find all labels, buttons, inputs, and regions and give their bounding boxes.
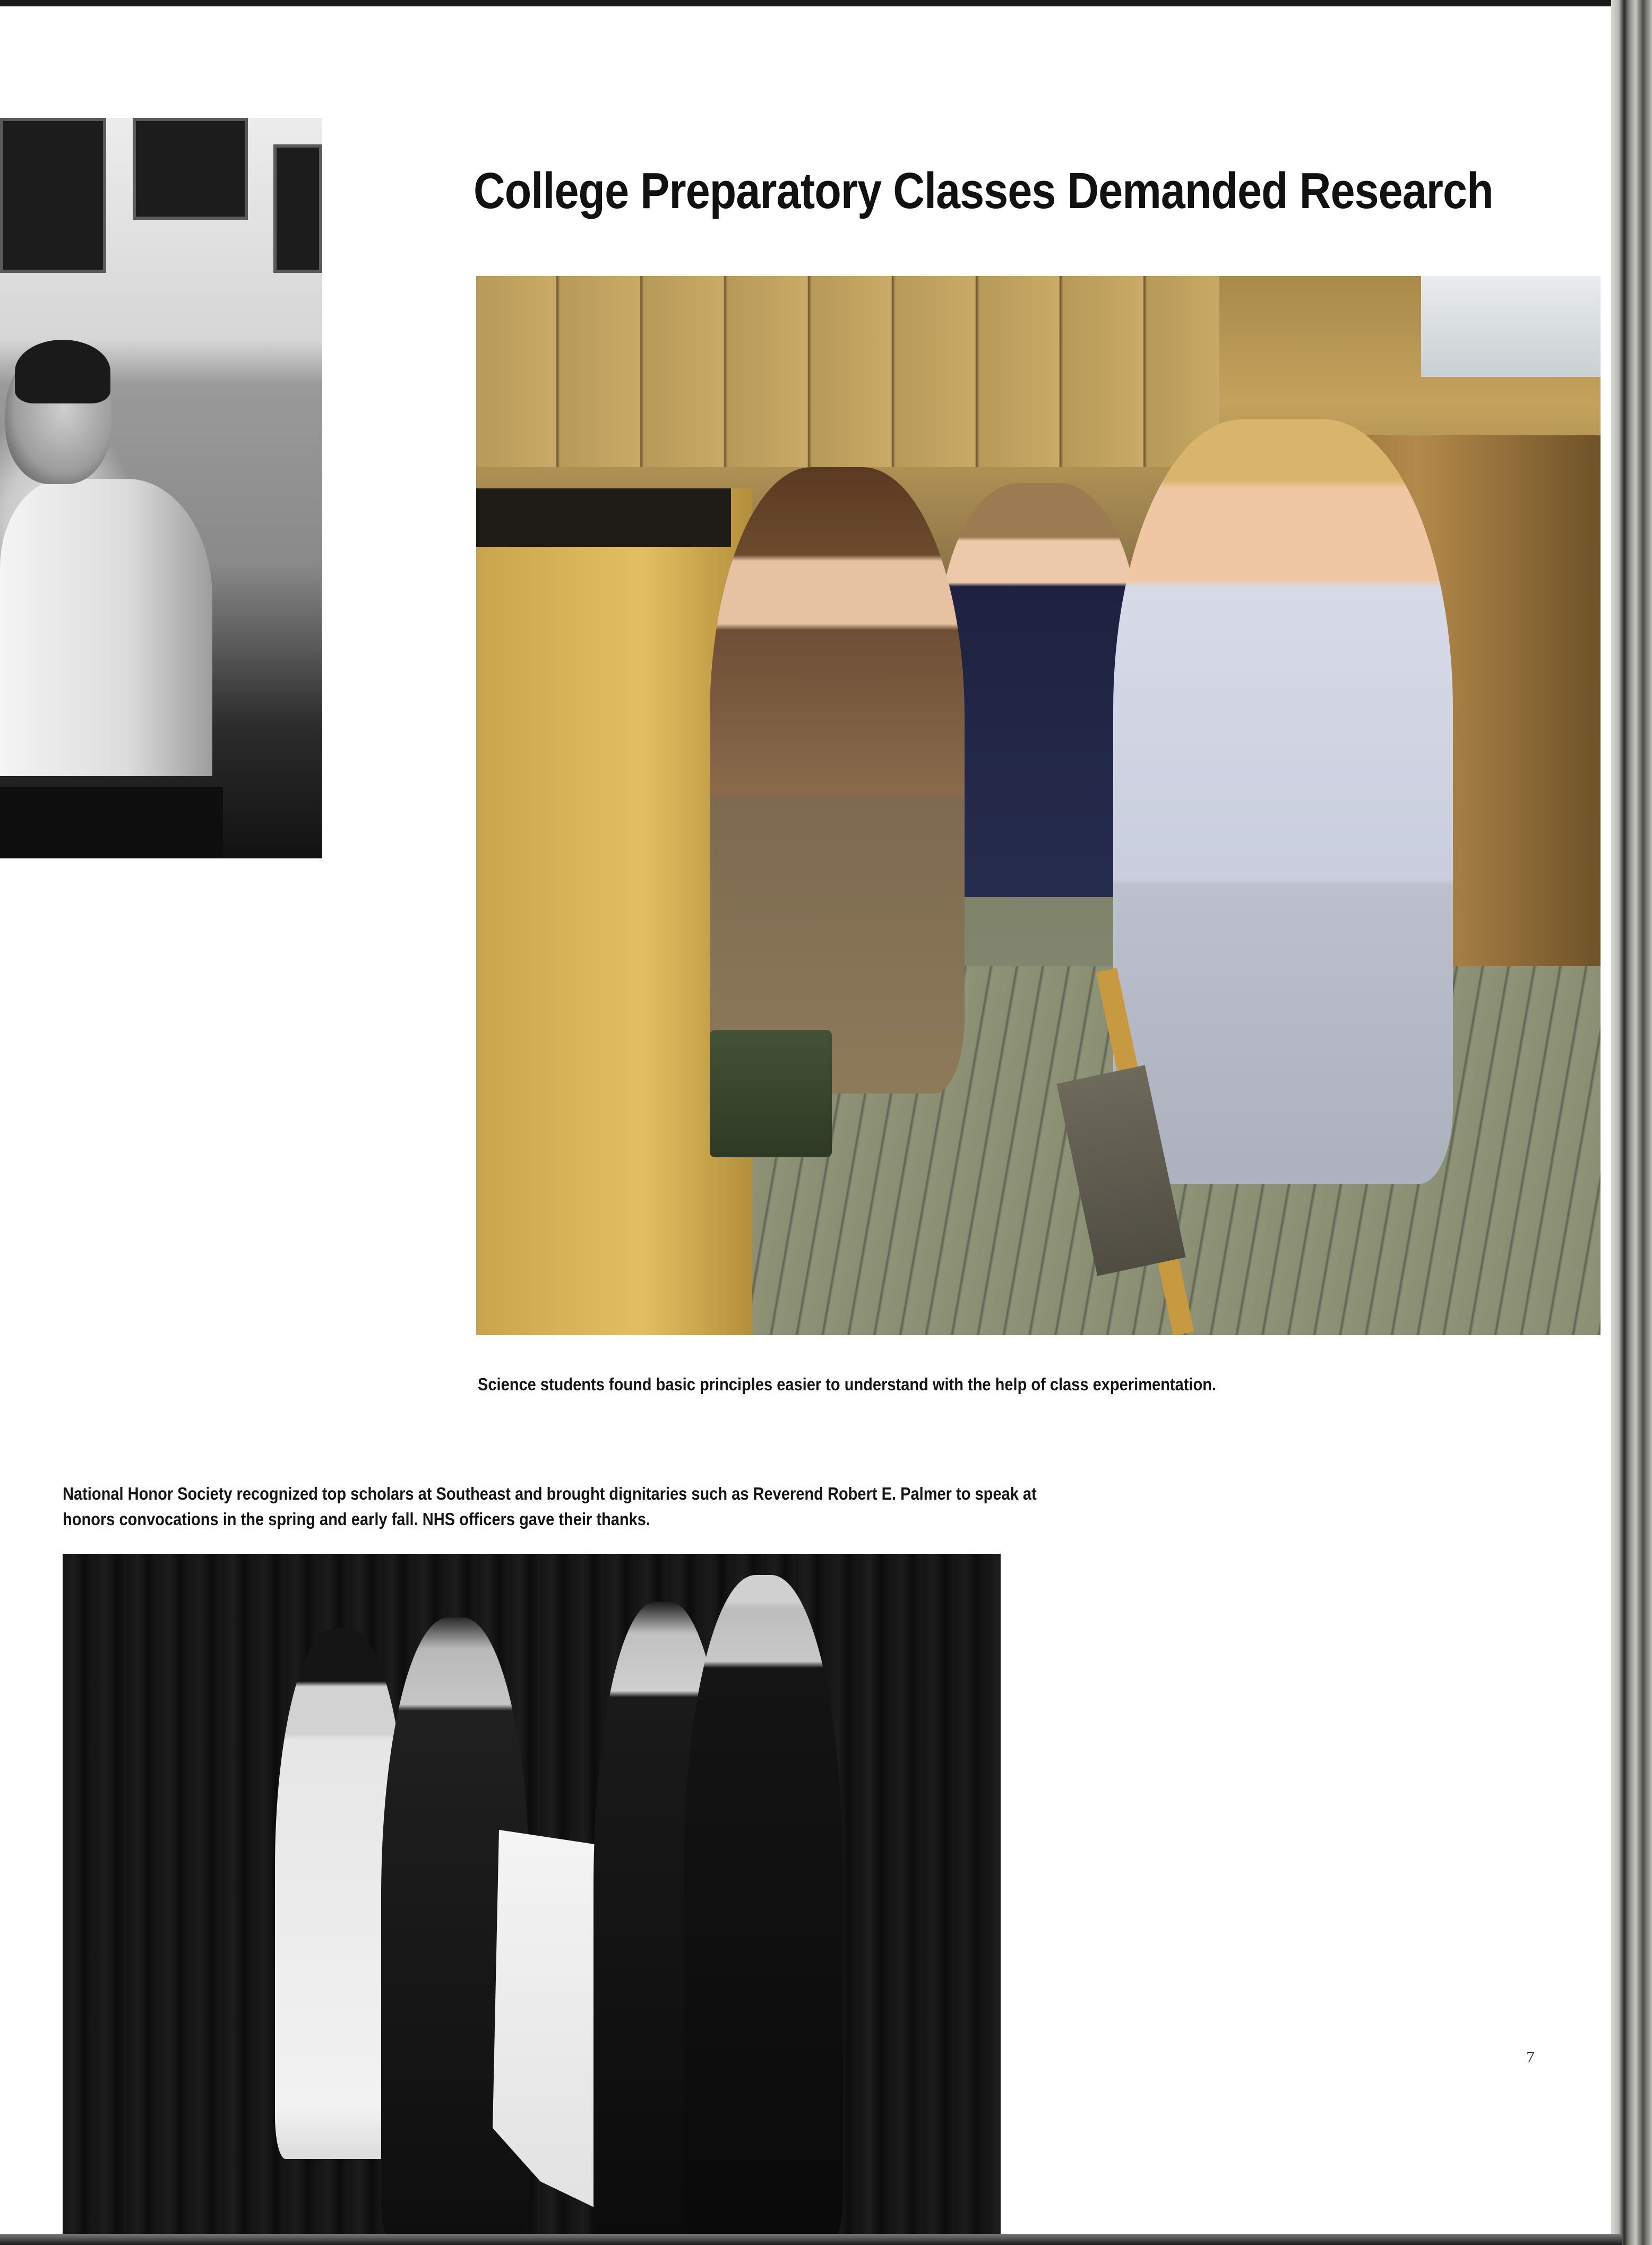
page-title: College Preparatory Classes Demanded Research: [474, 162, 1493, 219]
page-bottom-rule: [0, 2234, 1622, 2245]
nhs-photo-caption: National Honor Society recognized top scholars at Southeast and brought dignitaries such as Reverend Robert E. Palmer to speak at honors convocations in the spring and early fall. NHS officers gave their thanks.: [63, 1484, 1037, 1529]
lab-wall-cabinets: [476, 276, 1219, 467]
lab-window: [1421, 276, 1601, 377]
portrait-trousers: [0, 787, 223, 858]
wall-picture-frame: [133, 118, 248, 220]
student-portrait-photo: [0, 118, 322, 858]
wall-picture-frame: [273, 144, 322, 273]
lab-photo-caption: Science students found basic principles easier to understand with the help of class experimentation.: [478, 1374, 1217, 1394]
portrait-shirt: [0, 479, 212, 776]
student-girl-kneeling: [710, 467, 965, 1094]
student-girl-seated: [938, 483, 1140, 897]
page-number: 7: [1526, 2048, 1535, 2066]
page-top-rule: [0, 0, 1622, 6]
book-binding-edge: [1611, 0, 1652, 2245]
wall-picture-frame: [0, 118, 106, 273]
science-lab-photo: [476, 276, 1601, 1335]
portrait-hair: [15, 340, 110, 403]
guest-speaker: [684, 1575, 843, 2239]
power-supply-device: [710, 1030, 832, 1157]
lab-bench-top: [476, 488, 731, 547]
student-boy-kneeling: [1113, 419, 1453, 1184]
nhs-officers-photo: [63, 1554, 1001, 2239]
